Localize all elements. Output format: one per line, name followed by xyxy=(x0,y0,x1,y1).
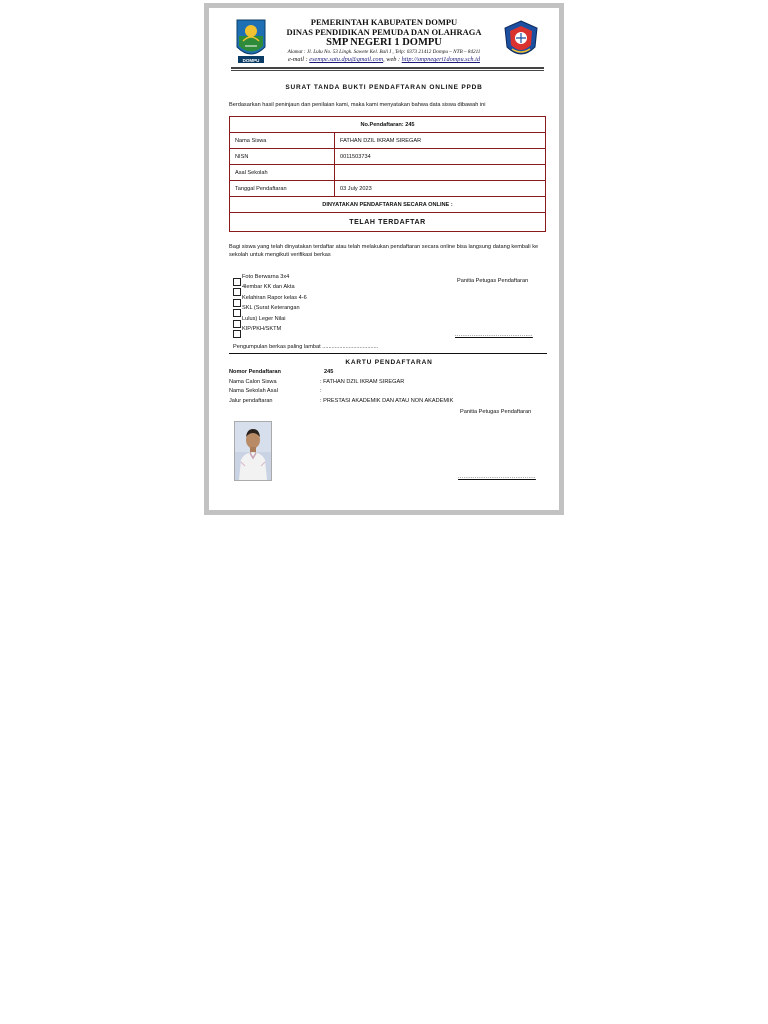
list-item xyxy=(229,398,549,408)
list-item xyxy=(229,369,549,379)
checkbox[interactable] xyxy=(233,299,241,307)
list-item xyxy=(229,379,549,389)
card-label: Nama Sekolah Asal xyxy=(229,388,278,395)
checklist-label: SKL (Surat Keterangan xyxy=(242,305,300,312)
checkbox[interactable] xyxy=(233,309,241,317)
table-row xyxy=(230,149,546,165)
checkbox[interactable] xyxy=(233,320,241,328)
checklist-label: Kelahiran Rapor kelas 4-6 xyxy=(242,294,307,301)
document-page xyxy=(209,8,559,510)
row-value: FATHAN DZIL IKRAM SIREGAR xyxy=(335,133,546,149)
registration-card xyxy=(229,369,549,407)
statement-row: DINYATAKAN PENDAFTARAN SECARA ONLINE : xyxy=(230,197,546,213)
card-value: : FATHAN DZIL IKRAM SIREGAR xyxy=(320,378,405,385)
card-value: : xyxy=(320,388,322,395)
smp-school-emblem-icon xyxy=(502,19,540,63)
student-photo xyxy=(234,421,272,481)
signature-line: .......................................... xyxy=(458,474,536,480)
document-frame xyxy=(204,3,564,515)
row-label: Asal Sekolah xyxy=(230,165,335,181)
checklist-label: 4lembar KK dan Akta xyxy=(242,284,295,291)
row-label: Nama Siswa xyxy=(230,133,335,149)
table-row xyxy=(230,133,546,149)
row-label: Tanggal Pendaftaran xyxy=(230,181,335,197)
letterhead-rule-thick xyxy=(231,67,544,69)
deadline-text: Pengumpulan berkas paling lambat .................................... xyxy=(233,344,379,350)
committee-label: Panitia Petugas Pendaftaran xyxy=(457,278,529,284)
email-prefix: e-mail : xyxy=(287,56,310,63)
row-value: 0011503734 xyxy=(335,149,546,165)
email-link[interactable]: esempe.satu.dpu@gmail.com xyxy=(309,56,384,63)
web-prefix: , web : xyxy=(383,56,402,63)
signature-line: .......................................... xyxy=(455,332,533,338)
status-badge: TELAH TERDAFTAR xyxy=(230,213,546,232)
letterhead-contact xyxy=(271,56,497,64)
checklist-label: KIP/PKH/SKTM xyxy=(242,325,282,332)
table-row xyxy=(230,181,546,197)
card-value: 245 xyxy=(324,369,334,375)
document-title: SURAT TANDA BUKTI PENDAFTARAN ONLINE PPDB xyxy=(285,84,483,91)
letterhead-government: PEMERINTAH KABUPATEN DOMPU xyxy=(310,17,458,27)
letterhead-rule-thin xyxy=(231,70,544,71)
registration-number: No.Pendaftaran: 245 xyxy=(230,117,546,133)
checkbox[interactable] xyxy=(233,288,241,296)
student-photo-image xyxy=(235,422,271,480)
table-row xyxy=(230,165,546,181)
checklist-label: Foto Berwarna 3x4 xyxy=(242,274,290,280)
card-title: KARTU PENDAFTARAN xyxy=(345,359,433,366)
svg-text:DOMPU: DOMPU xyxy=(242,57,260,63)
web-link[interactable]: http://smpnegeri1dompu.sch.id xyxy=(401,56,481,63)
row-label: NISN xyxy=(230,149,335,165)
letterhead-school: SMP NEGERI 1 DOMPU xyxy=(326,37,442,48)
letterhead-address: Alamat : Jl. Lulu No. 53 Lingk. Sawete Kel. Bali I , Telp: 0373 21412 Dompu – NTB – 84211 xyxy=(287,49,481,55)
section-divider xyxy=(229,353,547,354)
dompu-regency-crest-icon xyxy=(234,17,268,67)
checkbox[interactable] xyxy=(233,330,241,338)
list-item xyxy=(229,388,549,398)
letterhead-department: DINAS PENDIDIKAN PEMUDA DAN OLAHRAGA xyxy=(286,27,482,37)
row-value xyxy=(335,165,546,181)
checklist-label: Lulus) Leger Nilai xyxy=(242,315,286,322)
row-value: 03 July 2023 xyxy=(335,181,546,197)
intro-text: Berdasarkan hasil peninjaun dan penilaian kami, maka kami menyatakan bahwa data siswa dibawah ini xyxy=(229,102,486,108)
card-label: Jalur pendaftaran xyxy=(229,397,273,404)
verification-note: Bagi siswa yang telah dinyatakan terdaftar atau telah melakukan pendaftaran secara online bisa langsung datang kembali ke sekolah untuk mengikuti verifikasi berkas xyxy=(229,244,539,258)
registration-table xyxy=(229,116,546,232)
card-label: Nomor Pendaftaran xyxy=(229,369,281,375)
letterhead xyxy=(271,17,497,64)
committee-label: Panitia Petugas Pendaftaran xyxy=(460,409,532,415)
card-value: : PRESTASI AKADEMIK DAN ATAU NON AKADEMIK xyxy=(320,397,454,404)
checkbox[interactable] xyxy=(233,278,241,286)
card-label: Nama Calon Siswa xyxy=(229,378,277,385)
